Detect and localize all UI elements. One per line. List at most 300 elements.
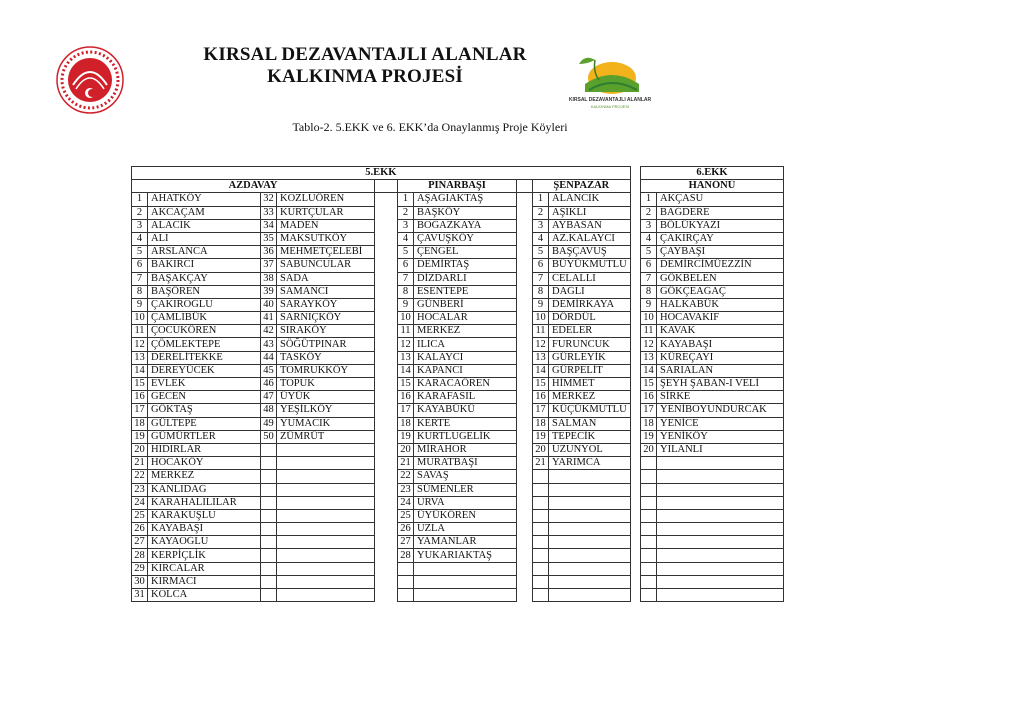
table-row — [641, 285, 784, 298]
village-name: HIDIRLAR — [148, 443, 261, 456]
table-row — [132, 298, 631, 311]
village-name: YAMANLAR — [414, 536, 517, 549]
row-number: 17 — [398, 404, 414, 417]
group-header-pinarbasi: PINARBAŞI — [398, 180, 517, 193]
ekk6-header: 6.EKK — [641, 167, 784, 180]
row-number: 21 — [132, 457, 148, 470]
village-name: ÇAKIRÇAY — [657, 232, 784, 245]
row-number: 17 — [533, 404, 549, 417]
row-number — [261, 443, 277, 456]
row-number: 48 — [261, 404, 277, 417]
row-number — [641, 523, 657, 536]
row-number: 7 — [398, 272, 414, 285]
spacer-cell — [517, 338, 533, 351]
table-row — [641, 470, 784, 483]
table-row — [132, 404, 631, 417]
row-number: 12 — [533, 338, 549, 351]
village-name — [277, 562, 375, 575]
row-number: 24 — [398, 496, 414, 509]
row-number: 13 — [641, 351, 657, 364]
village-name: SARAYKÖY — [277, 298, 375, 311]
table-row — [641, 259, 784, 272]
village-name — [277, 523, 375, 536]
row-number: 25 — [132, 509, 148, 522]
village-name: ÇAVUŞKÖY — [414, 232, 517, 245]
village-name: AZ.KALAYCI — [549, 232, 631, 245]
village-name: BAKIRCI — [148, 259, 261, 272]
table-row — [641, 206, 784, 219]
village-name — [277, 575, 375, 588]
village-name: DÖRDÜL — [549, 312, 631, 325]
village-name: DEREYÜCEK — [148, 364, 261, 377]
table-row — [641, 246, 784, 259]
village-name: KOLCA — [148, 589, 261, 602]
village-name — [549, 549, 631, 562]
village-name: ÇOCUKÖREN — [148, 325, 261, 338]
table-row — [132, 206, 631, 219]
spacer-cell — [375, 180, 398, 193]
row-number — [261, 589, 277, 602]
row-number: 5 — [398, 246, 414, 259]
table-row — [132, 549, 631, 562]
village-name: ZÜMRÜT — [277, 430, 375, 443]
row-number: 13 — [132, 351, 148, 364]
spacer-cell — [517, 378, 533, 391]
spacer-cell — [517, 364, 533, 377]
table-row — [132, 589, 631, 602]
row-number: 13 — [533, 351, 549, 364]
row-number: 2 — [398, 206, 414, 219]
village-name: SALMAN — [549, 417, 631, 430]
spacer-cell — [375, 219, 398, 232]
row-number: 14 — [641, 364, 657, 377]
table-row — [641, 443, 784, 456]
village-name: KERTE — [414, 417, 517, 430]
village-name: ÇENGEL — [414, 246, 517, 259]
table-row — [132, 285, 631, 298]
village-name: EDELER — [549, 325, 631, 338]
village-name: ÇAYBAŞI — [657, 246, 784, 259]
row-number: 9 — [132, 298, 148, 311]
village-name: KAVAK — [657, 325, 784, 338]
row-number: 30 — [132, 575, 148, 588]
row-number — [533, 470, 549, 483]
table-row — [641, 417, 784, 430]
row-number: 40 — [261, 298, 277, 311]
village-name: SARIALAN — [657, 364, 784, 377]
table-row — [132, 562, 631, 575]
spacer-cell — [375, 272, 398, 285]
village-name: KALAYCI — [414, 351, 517, 364]
village-name: GÖKBELEN — [657, 272, 784, 285]
spacer-cell — [517, 232, 533, 245]
row-number: 21 — [398, 457, 414, 470]
village-name — [549, 536, 631, 549]
row-number: 23 — [132, 483, 148, 496]
row-number: 24 — [132, 496, 148, 509]
row-number: 20 — [533, 443, 549, 456]
table-row — [641, 312, 784, 325]
spacer-cell — [375, 562, 398, 575]
village-name: DEMİRKAYA — [549, 298, 631, 311]
spacer-cell — [375, 443, 398, 456]
spacer-cell — [517, 206, 533, 219]
village-name: DEMİRCİMÜEZZİN — [657, 259, 784, 272]
spacer-cell — [517, 259, 533, 272]
table-row — [641, 391, 784, 404]
row-number: 1 — [533, 193, 549, 206]
row-number: 2 — [132, 206, 148, 219]
row-number: 22 — [398, 470, 414, 483]
row-number — [533, 483, 549, 496]
village-name: SİRKE — [657, 391, 784, 404]
row-number: 19 — [132, 430, 148, 443]
village-name — [657, 457, 784, 470]
group-header-azdavay: AZDAVAY — [132, 180, 375, 193]
village-name — [549, 483, 631, 496]
table-row — [132, 232, 631, 245]
row-number: 11 — [132, 325, 148, 338]
ekk5-table — [131, 166, 631, 602]
row-number — [641, 509, 657, 522]
row-number: 17 — [132, 404, 148, 417]
spacer-cell — [517, 193, 533, 206]
row-number — [533, 575, 549, 588]
row-number — [261, 496, 277, 509]
village-name: KARACAÖREN — [414, 378, 517, 391]
row-number — [261, 457, 277, 470]
spacer-cell — [517, 562, 533, 575]
row-number: 7 — [533, 272, 549, 285]
row-number: 12 — [132, 338, 148, 351]
village-name: FURUNCUK — [549, 338, 631, 351]
village-name: KARAFASIL — [414, 391, 517, 404]
table-row — [132, 193, 631, 206]
row-number: 19 — [641, 430, 657, 443]
table-row — [641, 193, 784, 206]
row-number: 9 — [398, 298, 414, 311]
table-row — [641, 523, 784, 536]
row-number: 6 — [641, 259, 657, 272]
village-name: SADA — [277, 272, 375, 285]
village-name: SAVAŞ — [414, 470, 517, 483]
village-name: AHATKÖY — [148, 193, 261, 206]
village-name: GECEN — [148, 391, 261, 404]
village-name — [414, 575, 517, 588]
village-name: GÜMÜRTLER — [148, 430, 261, 443]
village-name — [277, 589, 375, 602]
spacer-cell — [517, 246, 533, 259]
village-name: EVLEK — [148, 378, 261, 391]
row-number: 46 — [261, 378, 277, 391]
village-name: KAPANCI — [414, 364, 517, 377]
table-row — [132, 259, 631, 272]
table-row — [641, 496, 784, 509]
row-number: 10 — [132, 312, 148, 325]
row-number: 2 — [533, 206, 549, 219]
row-number: 3 — [641, 219, 657, 232]
table-row — [641, 298, 784, 311]
village-name: ÜYÜK — [277, 391, 375, 404]
row-number: 18 — [398, 417, 414, 430]
row-number: 12 — [641, 338, 657, 351]
row-number: 37 — [261, 259, 277, 272]
row-number: 21 — [533, 457, 549, 470]
spacer-cell — [517, 312, 533, 325]
village-name: ÜYÜKÖREN — [414, 509, 517, 522]
row-number: 5 — [132, 246, 148, 259]
row-number: 43 — [261, 338, 277, 351]
spacer-cell — [517, 470, 533, 483]
table-row — [641, 536, 784, 549]
village-name: KIRCALAR — [148, 562, 261, 575]
row-number: 18 — [641, 417, 657, 430]
row-number: 34 — [261, 219, 277, 232]
table-row — [132, 312, 631, 325]
village-name: KÜÇÜKMUTLU — [549, 404, 631, 417]
village-name — [549, 562, 631, 575]
village-name: YARIMCA — [549, 457, 631, 470]
village-name: ESENTEPE — [414, 285, 517, 298]
village-name: BÖLÜKYAZI — [657, 219, 784, 232]
village-name: GÜNBERİ — [414, 298, 517, 311]
row-number — [533, 589, 549, 602]
row-number — [641, 470, 657, 483]
table-row — [641, 325, 784, 338]
village-name: YUMACIK — [277, 417, 375, 430]
row-number: 26 — [398, 523, 414, 536]
group-header-senpazar: ŞENPAZAR — [533, 180, 631, 193]
village-name: CELALLI — [549, 272, 631, 285]
spacer-cell — [375, 589, 398, 602]
row-number: 27 — [132, 536, 148, 549]
table-row — [641, 232, 784, 245]
row-number — [261, 509, 277, 522]
row-number: 1 — [641, 193, 657, 206]
row-number — [533, 562, 549, 575]
table-row — [641, 219, 784, 232]
spacer-cell — [375, 457, 398, 470]
spacer-cell — [517, 509, 533, 522]
village-name — [657, 523, 784, 536]
spacer-cell — [375, 430, 398, 443]
row-number — [261, 549, 277, 562]
village-name: SÖĞÜTPINAR — [277, 338, 375, 351]
spacer-cell — [517, 325, 533, 338]
spacer-cell — [375, 404, 398, 417]
row-number: 13 — [398, 351, 414, 364]
village-name: BÜYÜKMUTLU — [549, 259, 631, 272]
village-name — [277, 483, 375, 496]
row-number: 3 — [132, 219, 148, 232]
village-name: ALI — [148, 232, 261, 245]
spacer-cell — [517, 417, 533, 430]
row-number: 16 — [132, 391, 148, 404]
title-line-2: KALKINMA PROJESİ — [267, 66, 463, 87]
row-number — [261, 562, 277, 575]
row-number — [261, 470, 277, 483]
spacer-cell — [375, 378, 398, 391]
row-number — [261, 536, 277, 549]
row-number — [261, 483, 277, 496]
village-name: KURTÇULAR — [277, 206, 375, 219]
row-number: 8 — [132, 285, 148, 298]
spacer-cell — [517, 457, 533, 470]
village-name: MAKSUTKÖY — [277, 232, 375, 245]
village-name — [657, 562, 784, 575]
table-row — [641, 575, 784, 588]
spacer-cell — [375, 391, 398, 404]
table-row — [132, 246, 631, 259]
row-number: 15 — [398, 378, 414, 391]
row-number: 16 — [641, 391, 657, 404]
table-row — [641, 364, 784, 377]
village-name — [414, 562, 517, 575]
spacer-cell — [517, 536, 533, 549]
table-row — [132, 417, 631, 430]
project-logo — [565, 50, 655, 112]
village-name: DAĞLI — [549, 285, 631, 298]
row-number: 18 — [533, 417, 549, 430]
village-name: KÜREÇAYI — [657, 351, 784, 364]
village-name: UZLA — [414, 523, 517, 536]
table-row — [641, 430, 784, 443]
village-name — [277, 457, 375, 470]
village-name: TASKÖY — [277, 351, 375, 364]
row-number: 7 — [132, 272, 148, 285]
spacer-cell — [375, 536, 398, 549]
row-number: 32 — [261, 193, 277, 206]
spacer-cell — [375, 470, 398, 483]
village-name: ŞEYH ŞABAN-I VELİ — [657, 378, 784, 391]
spacer-cell — [517, 430, 533, 443]
row-number: 14 — [533, 364, 549, 377]
spacer-cell — [375, 523, 398, 536]
village-name: KOZLUÖREN — [277, 193, 375, 206]
table-row — [132, 483, 631, 496]
project-logo-caption: KIRSAL DEZAVANTAJLI ALANLAR — [568, 97, 652, 103]
spacer-cell — [375, 483, 398, 496]
spacer-cell — [375, 417, 398, 430]
row-number: 39 — [261, 285, 277, 298]
table-row — [641, 351, 784, 364]
village-name: ÇAMLIBÜK — [148, 312, 261, 325]
table-row — [132, 391, 631, 404]
village-name: BAŞKÖY — [414, 206, 517, 219]
row-number: 26 — [132, 523, 148, 536]
village-name: SARNIÇKÖY — [277, 312, 375, 325]
village-name: YILANLI — [657, 443, 784, 456]
village-name: MEHMETÇELEBİ — [277, 246, 375, 259]
village-name: SIRAKÖY — [277, 325, 375, 338]
village-name — [277, 496, 375, 509]
row-number: 11 — [398, 325, 414, 338]
ekk6-table — [640, 166, 784, 602]
spacer-cell — [375, 549, 398, 562]
village-name: YUKARIAKTAŞ — [414, 549, 517, 562]
document-title — [180, 44, 550, 88]
row-number: 28 — [132, 549, 148, 562]
village-name: MİRAHOR — [414, 443, 517, 456]
spacer-cell — [517, 391, 533, 404]
village-name — [657, 575, 784, 588]
table-row — [132, 523, 631, 536]
village-name: GÜRLEYİK — [549, 351, 631, 364]
table-row — [641, 483, 784, 496]
village-name: GÜLTEPE — [148, 417, 261, 430]
row-number: 19 — [398, 430, 414, 443]
title-line-1: KIRSAL DEZAVANTAJLI ALANLAR — [203, 44, 527, 65]
village-name: KAYAOĞLU — [148, 536, 261, 549]
row-number: 8 — [533, 285, 549, 298]
row-number: 18 — [132, 417, 148, 430]
row-number: 25 — [398, 509, 414, 522]
village-name: GÖKTAŞ — [148, 404, 261, 417]
row-number: 44 — [261, 351, 277, 364]
spacer-cell — [375, 325, 398, 338]
spacer-cell — [375, 364, 398, 377]
village-name: ÇÖMLEKTEPE — [148, 338, 261, 351]
village-name: MERKEZ — [549, 391, 631, 404]
village-name — [657, 589, 784, 602]
row-number: 42 — [261, 325, 277, 338]
village-name: DERELİTEKKE — [148, 351, 261, 364]
table-row — [132, 219, 631, 232]
village-name: ALACIK — [148, 219, 261, 232]
table-row — [641, 509, 784, 522]
row-number: 50 — [261, 430, 277, 443]
row-number: 27 — [398, 536, 414, 549]
project-logo-subcaption: KALKINMA PROJESİ — [590, 104, 630, 109]
table-row — [132, 536, 631, 549]
table-row — [132, 457, 631, 470]
village-name: TEPECİK — [549, 430, 631, 443]
row-number: 35 — [261, 232, 277, 245]
row-number: 36 — [261, 246, 277, 259]
row-number: 10 — [641, 312, 657, 325]
table-row — [641, 589, 784, 602]
spacer-cell — [517, 180, 533, 193]
table-row — [132, 443, 631, 456]
row-number — [533, 509, 549, 522]
village-name: HİMMET — [549, 378, 631, 391]
spacer-cell — [375, 206, 398, 219]
row-number: 41 — [261, 312, 277, 325]
village-name: BOĞAZKAYA — [414, 219, 517, 232]
village-name: UZUNYOL — [549, 443, 631, 456]
village-name: KAYABAŞI — [657, 338, 784, 351]
row-number: 2 — [641, 206, 657, 219]
village-name — [657, 549, 784, 562]
table-row — [132, 364, 631, 377]
table-row — [641, 404, 784, 417]
row-number: 20 — [398, 443, 414, 456]
spacer-cell — [375, 232, 398, 245]
village-name: YENİKÖY — [657, 430, 784, 443]
village-name: KIRMACI — [148, 575, 261, 588]
row-number — [641, 575, 657, 588]
group-header-hanonu: HANÖNÜ — [641, 180, 784, 193]
spacer-cell — [517, 549, 533, 562]
village-name: AŞIKLI — [549, 206, 631, 219]
row-number: 8 — [398, 285, 414, 298]
row-number — [533, 523, 549, 536]
spacer-cell — [375, 575, 398, 588]
spacer-cell — [375, 246, 398, 259]
row-number — [261, 523, 277, 536]
village-name — [657, 470, 784, 483]
spacer-cell — [517, 219, 533, 232]
